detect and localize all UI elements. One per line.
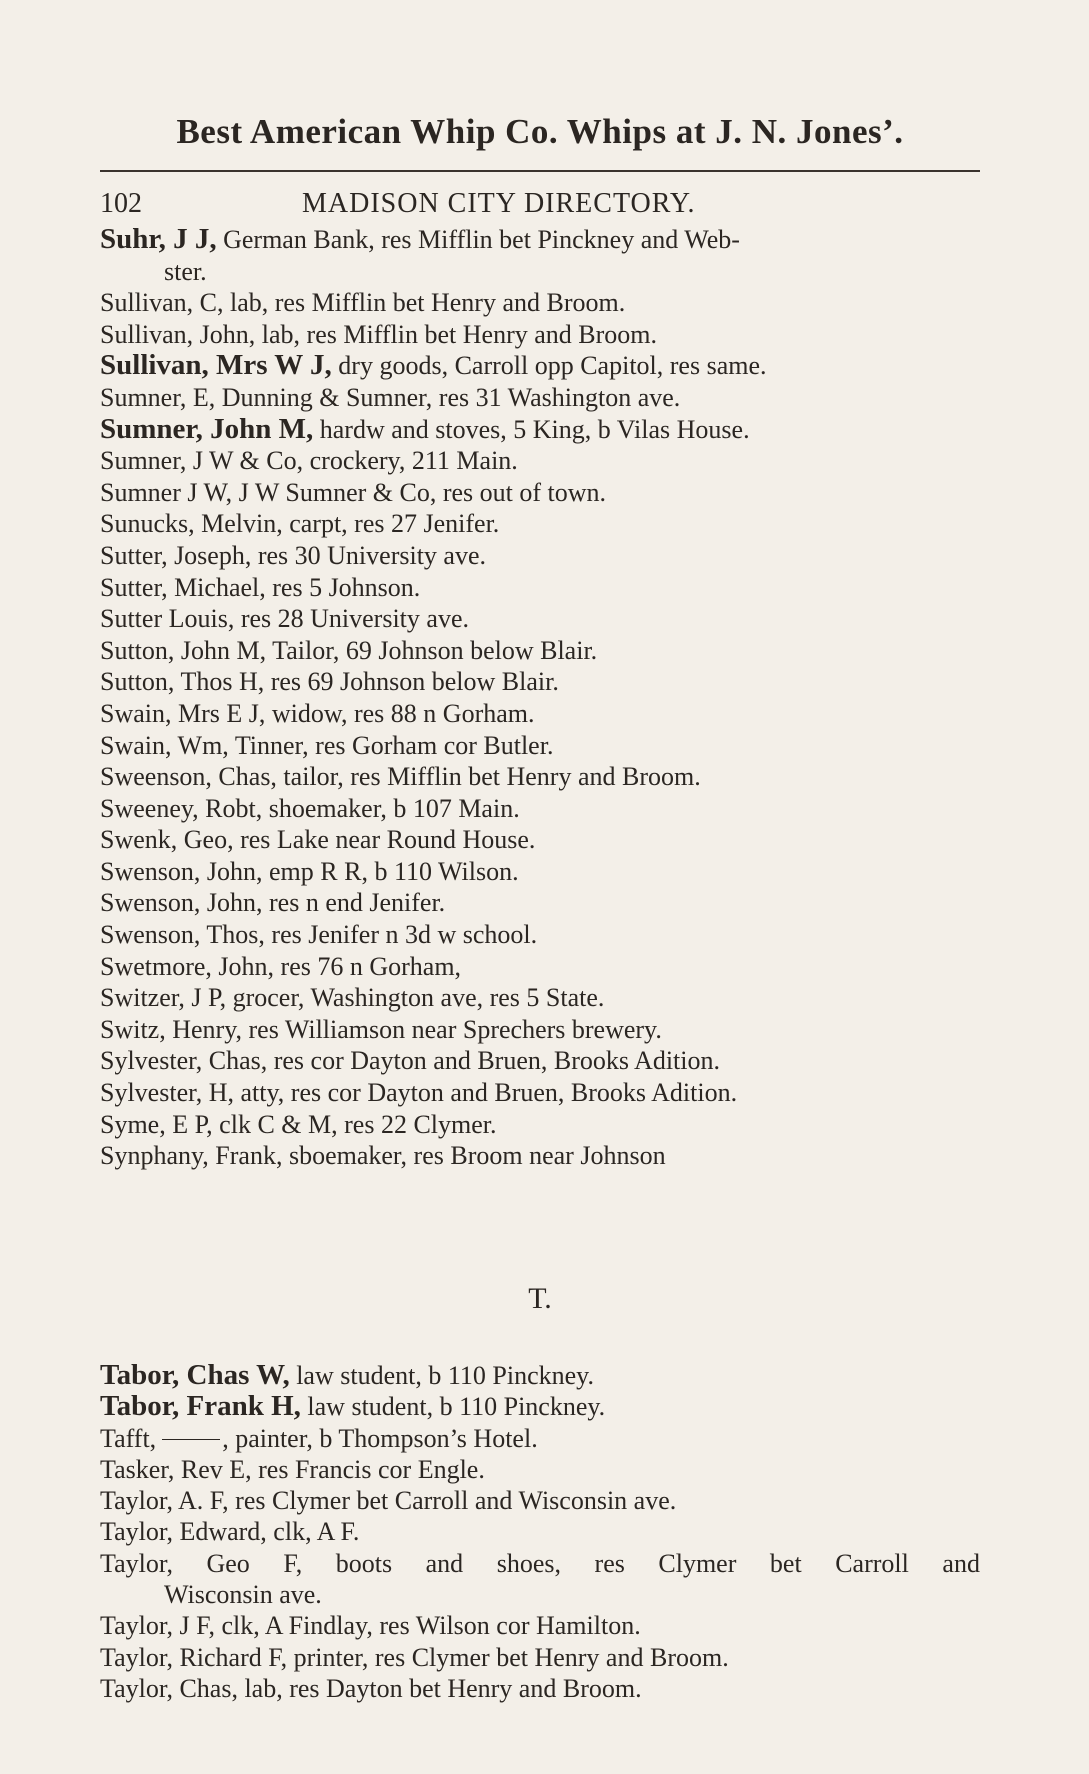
entry-word: and (425, 1548, 464, 1578)
directory-entry (100, 1423, 985, 1454)
running-head: MADISON CITY DIRECTORY. (302, 188, 696, 219)
directory-entry (100, 730, 985, 762)
entry-text: Sweenson, Chas, tailor, res Mifflin bet Henry and Broom. (100, 762, 701, 792)
entry-text: Swenson, John, emp R R, b 110 Wilson. (100, 856, 519, 886)
entry-text: Taylor, J F, clk, A Findlay, res Wilson cor Hamilton. (100, 1611, 641, 1641)
entry-text: Sullivan, C, lab, res Mifflin bet Henry and Broom. (100, 288, 626, 318)
entry-text: Swenson, John, res n end Jenifer. (100, 888, 446, 918)
directory-entry (100, 287, 985, 319)
entry-word: Clymer (658, 1548, 737, 1578)
entry-text: Sutton, Thos H, res 69 Johnson below Blair. (100, 667, 559, 697)
directory-entry (100, 1454, 985, 1485)
entry-text: Sumner, J W & Co, crockery, 211 Main. (100, 446, 518, 476)
entry-word: shoes, (496, 1548, 561, 1578)
directory-entry (100, 224, 985, 256)
entry-text: Tasker, Rev E, res Francis cor Engle. (100, 1454, 485, 1484)
entry-text: Sylvester, H, atty, res cor Dayton and Bruen, Brooks Adition. (100, 1078, 738, 1108)
entry-text: Taylor, Richard F, printer, res Clymer bet Henry and Broom. (100, 1642, 729, 1672)
entry-text: Swetmore, John, res 76 n Gorham, (100, 951, 462, 981)
entry-text: law student, b 110 Pinckney. (289, 1361, 594, 1390)
entry-text: German Bank, res Mifflin bet Pinckney and Web- (216, 225, 740, 254)
entry-text: Sunucks, Melvin, carpt, res 27 Jenifer. (100, 509, 500, 539)
directory-entry (100, 635, 985, 667)
directory-entry (100, 256, 985, 288)
directory-entry (100, 1391, 985, 1422)
entry-text: Swain, Mrs E J, widow, res 88 n Gorham. (100, 698, 535, 728)
entry-text: Sullivan, John, lab, res Mifflin bet Henry and Broom. (100, 319, 658, 349)
entry-name: Tafft, (100, 1423, 157, 1453)
directory-entry (100, 1077, 985, 1109)
entry-text: Sutter, Michael, res 5 Johnson. (100, 572, 421, 602)
s-entries-list (100, 224, 985, 1172)
directory-entry (100, 1140, 985, 1172)
directory-entry (100, 1579, 985, 1610)
entry-text: Sumner J W, J W Sumner & Co, res out of town. (100, 477, 607, 507)
page-header (100, 188, 980, 228)
directory-entry (100, 698, 985, 730)
blank-name-dash (162, 1439, 220, 1440)
directory-entry (100, 951, 985, 983)
entry-text: Synphany, Frank, sboemaker, res Broom near Johnson (100, 1141, 666, 1171)
t-entries-list (100, 1360, 985, 1704)
directory-entry (100, 1673, 985, 1704)
directory-entry (100, 572, 985, 604)
entry-word: res (594, 1548, 625, 1578)
advertisement-banner: Best American Whip Co. Whips at J. N. Jones’. (176, 112, 904, 151)
entry-word: F, (283, 1548, 303, 1578)
directory-entry (100, 1610, 985, 1641)
entry-text: , painter, b Thompson’s Hotel. (222, 1423, 538, 1453)
directory-entry (100, 1548, 980, 1579)
entry-text: Syme, E P, clk C & M, res 22 Clymer. (100, 1109, 497, 1139)
entry-word: Taylor, (100, 1548, 173, 1578)
entry-name-bold: Tabor, Frank H, (100, 1390, 301, 1423)
entry-text: Swenson, Thos, res Jenifer n 3d w school. (100, 920, 538, 950)
entry-text: Taylor, Edward, clk, A F. (100, 1517, 360, 1547)
entry-text: hardw and stoves, 5 King, b Vilas House. (313, 414, 750, 444)
directory-entry (100, 603, 985, 635)
directory-entry (100, 350, 985, 382)
directory-entry (100, 1485, 985, 1516)
entry-name-bold: Sullivan, Mrs W J, (100, 349, 332, 382)
entry-continuation: Wisconsin ave. (164, 1580, 322, 1610)
directory-entry (100, 1516, 985, 1547)
directory-entry (100, 1014, 985, 1046)
entry-text: Taylor, Chas, lab, res Dayton bet Henry and Broom. (100, 1673, 642, 1703)
entry-text: Sweeney, Robt, shoemaker, b 107 Main. (100, 793, 520, 823)
header-rule (100, 170, 980, 172)
entry-text: Switzer, J P, grocer, Washington ave, res 5 State. (100, 983, 605, 1013)
section-letter: T. (528, 1282, 552, 1315)
entry-text: Sumner, E, Dunning & Sumner, res 31 Washington ave. (100, 382, 681, 412)
directory-entry (100, 414, 985, 446)
entry-text: Sylvester, Chas, res cor Dayton and Bruen, Brooks Adition. (100, 1046, 720, 1076)
entry-text: Sutter, Joseph, res 30 University ave. (100, 540, 487, 570)
entry-name-bold: Sumner, John M, (100, 412, 314, 445)
directory-entry (100, 982, 985, 1014)
directory-entry (100, 1642, 985, 1673)
directory-entry (100, 887, 985, 919)
entry-continuation: ster. (164, 256, 207, 286)
directory-entry (100, 319, 985, 351)
entry-text: Swain, Wm, Tinner, res Gorham cor Butler. (100, 730, 554, 760)
entry-text: law student, b 110 Pinckney. (300, 1392, 606, 1422)
entry-text: Sutter Louis, res 28 University ave. (100, 604, 469, 634)
entry-word: bet (769, 1548, 802, 1578)
entry-word: Carroll (835, 1548, 909, 1578)
entry-word: and (942, 1548, 980, 1578)
directory-entry (100, 666, 985, 698)
entry-text: Taylor, A. F, res Clymer bet Carroll and Wisconsin ave. (100, 1486, 677, 1516)
directory-entry (100, 793, 985, 825)
directory-entry (100, 540, 985, 572)
entry-word: Geo (206, 1548, 250, 1578)
directory-entry (100, 477, 985, 509)
directory-entry (100, 824, 985, 856)
entry-text: Switz, Henry, res Williamson near Sprechers brewery. (100, 1014, 662, 1044)
directory-entry (100, 1045, 985, 1077)
directory-entry (100, 508, 985, 540)
entry-text: dry goods, Carroll opp Capitol, res same. (331, 351, 767, 381)
entry-word: boots (335, 1548, 393, 1578)
entry-text: Sutton, John M, Tailor, 69 Johnson below Blair. (100, 635, 598, 665)
page-number: 102 (100, 188, 142, 219)
directory-entry (100, 856, 985, 888)
directory-entry (100, 1109, 985, 1141)
entry-name-bold: Tabor, Chas W, (100, 1359, 290, 1391)
directory-entry (100, 1360, 985, 1391)
directory-entry (100, 919, 985, 951)
directory-entry (100, 382, 985, 414)
entry-name-bold: Suhr, J J, (100, 223, 217, 255)
directory-entry (100, 445, 985, 477)
directory-entry (100, 761, 985, 793)
entry-text: Swenk, Geo, res Lake near Round House. (100, 825, 536, 855)
